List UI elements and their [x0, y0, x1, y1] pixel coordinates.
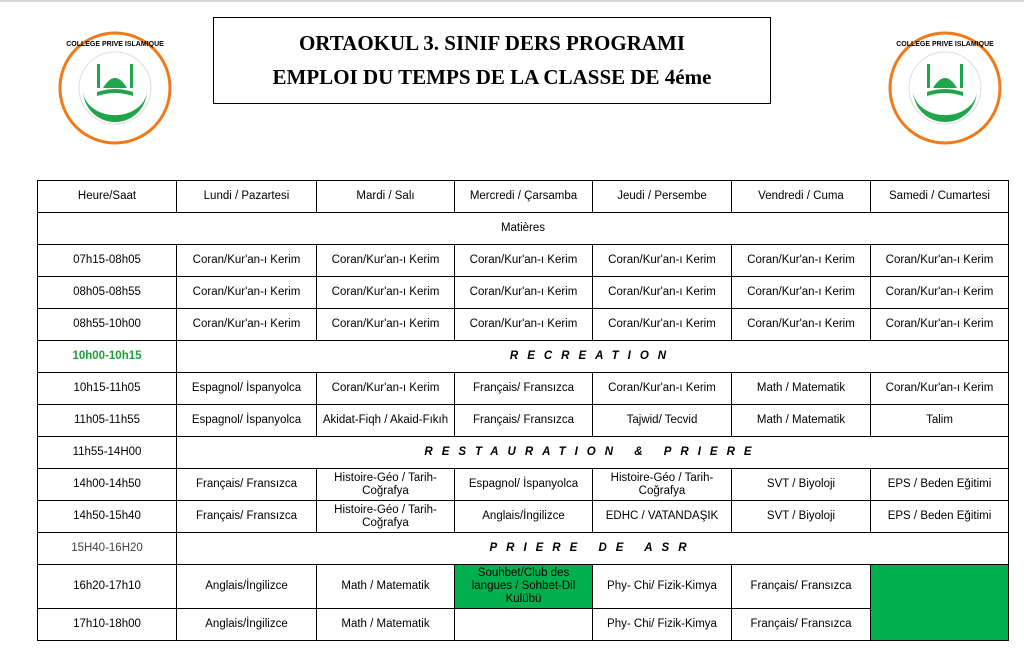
- time-slot: 08h05-08h55: [38, 277, 177, 309]
- subject-cell: Coran/Kur'an-ı Kerim: [455, 277, 593, 309]
- subject-cell: Coran/Kur'an-ı Kerim: [177, 277, 317, 309]
- table-row: [38, 309, 1009, 341]
- subject-cell: Coran/Kur'an-ı Kerim: [593, 309, 732, 341]
- time-slot: 11h55-14H00: [38, 437, 177, 469]
- subject-cell: Anglais/İngilizce: [455, 501, 593, 533]
- subject-cell: SVT / Biyoloji: [732, 501, 871, 533]
- time-slot: 10h15-11h05: [38, 373, 177, 405]
- subject-cell: Anglais/İngilizce: [177, 565, 317, 609]
- subject-cell: Coran/Kur'an-ı Kerim: [593, 373, 732, 405]
- subject-cell: Histoire-Géo / Tarih-Coğrafya: [317, 501, 455, 533]
- subject-cell: Talim: [871, 405, 1009, 437]
- time-slot: 16h20-17h10: [38, 565, 177, 609]
- school-logo-right: [887, 30, 1003, 146]
- time-slot: 14h50-15h40: [38, 501, 177, 533]
- subheader-matieres: Matières: [38, 213, 1009, 245]
- break-row: [38, 437, 1009, 469]
- subject-cell: Coran/Kur'an-ı Kerim: [871, 309, 1009, 341]
- subject-cell: Coran/Kur'an-ı Kerim: [455, 245, 593, 277]
- subject-cell: Espagnol/ İspanyolca: [455, 469, 593, 501]
- title-line-1: ORTAOKUL 3. SINIF DERS PROGRAMI: [298, 31, 686, 55]
- title-box: [213, 17, 771, 104]
- subject-cell: Coran/Kur'an-ı Kerim: [317, 373, 455, 405]
- time-slot: 15H40-16H20: [38, 533, 177, 565]
- break-label: RECREATION: [177, 341, 1009, 373]
- subject-cell: Coran/Kur'an-ı Kerim: [732, 277, 871, 309]
- table-row: [38, 609, 1009, 641]
- time-slot: 10h00-10h15: [38, 341, 177, 373]
- subject-cell: Coran/Kur'an-ı Kerim: [871, 373, 1009, 405]
- timetable: [37, 180, 1009, 641]
- subject-cell: Coran/Kur'an-ı Kerim: [317, 245, 455, 277]
- column-header: Vendredi / Cuma: [732, 181, 871, 213]
- subject-cell: Français/ Fransızca: [177, 469, 317, 501]
- subject-cell: Espagnol/ İspanyolca: [177, 373, 317, 405]
- subject-cell: Français/ Fransızca: [177, 501, 317, 533]
- time-slot: 11h05-11h55: [38, 405, 177, 437]
- table-row: [38, 469, 1009, 501]
- subject-cell: Math / Matematik: [732, 373, 871, 405]
- table-row: [38, 245, 1009, 277]
- column-header: Jeudi / Persembe: [593, 181, 732, 213]
- title-line-2: EMPLOI DU TEMPS DE LA CLASSE DE 4éme: [272, 65, 712, 89]
- column-header: Mercredi / Çarsamba: [455, 181, 593, 213]
- header-row: [38, 181, 1009, 213]
- subject-cell: Coran/Kur'an-ı Kerim: [732, 245, 871, 277]
- subject-cell: Coran/Kur'an-ı Kerim: [317, 309, 455, 341]
- subject-cell: EPS / Beden Eğitimi: [871, 501, 1009, 533]
- table-row: [38, 405, 1009, 437]
- table-row: [38, 565, 1009, 609]
- subject-cell: Math / Matematik: [317, 565, 455, 609]
- column-header: Samedi / Cumartesi: [871, 181, 1009, 213]
- break-label: RESTAURATION & PRIERE: [177, 437, 1009, 469]
- column-header: Mardi / Salı: [317, 181, 455, 213]
- subject-cell: Coran/Kur'an-ı Kerim: [593, 245, 732, 277]
- subject-cell: SVT / Biyoloji: [732, 469, 871, 501]
- subject-cell: Souhbet/Club des langues / Sohbet-Dil Kulübü: [455, 565, 593, 609]
- subheader-row: [38, 213, 1009, 245]
- svg-text:COLLEGE PRIVE ISLAMIQUE: COLLEGE PRIVE ISLAMIQUE: [66, 41, 164, 48]
- subject-cell: Coran/Kur'an-ı Kerim: [177, 309, 317, 341]
- table-row: [38, 373, 1009, 405]
- subject-cell: Coran/Kur'an-ı Kerim: [317, 277, 455, 309]
- table-row: [38, 277, 1009, 309]
- subject-cell: Français/ Fransızca: [455, 373, 593, 405]
- subject-cell: EPS / Beden Eğitimi: [871, 469, 1009, 501]
- subject-cell: [455, 609, 593, 641]
- subject-cell: Coran/Kur'an-ı Kerim: [871, 245, 1009, 277]
- subject-cell: Coran/Kur'an-ı Kerim: [732, 309, 871, 341]
- time-slot: 17h10-18h00: [38, 609, 177, 641]
- subject-cell: Anglais/İngilizce: [177, 609, 317, 641]
- break-row: [38, 533, 1009, 565]
- column-header: Heure/Saat: [38, 181, 177, 213]
- subject-cell: EDHC / VATANDAŞIK: [593, 501, 732, 533]
- time-slot: 08h55-10h00: [38, 309, 177, 341]
- page-top-border: [0, 0, 1024, 2]
- subject-cell: Math / Matematik: [317, 609, 455, 641]
- time-slot: 07h15-08h05: [38, 245, 177, 277]
- subject-cell: Histoire-Géo / Tarih-Coğrafya: [593, 469, 732, 501]
- subject-cell: Français/ Fransızca: [732, 609, 871, 641]
- subject-cell: Phy- Chi/ Fizik-Kimya: [593, 609, 732, 641]
- subject-cell: Phy- Chi/ Fizik-Kimya: [593, 565, 732, 609]
- subject-cell: Math / Matematik: [732, 405, 871, 437]
- table-row: [38, 501, 1009, 533]
- subject-cell: Akidat-Fiqh / Akaid-Fıkıh: [317, 405, 455, 437]
- break-label: PRIERE DE ASR: [177, 533, 1009, 565]
- break-row: [38, 341, 1009, 373]
- school-logo-left: [57, 30, 173, 146]
- subject-cell: Tajwid/ Tecvid: [593, 405, 732, 437]
- subject-cell: Français/ Fransızca: [732, 565, 871, 609]
- subject-cell: Histoire-Géo / Tarih-Coğrafya: [317, 469, 455, 501]
- time-slot: 14h00-14h50: [38, 469, 177, 501]
- svg-text:COLLEGE PRIVE ISLAMIQUE: COLLEGE PRIVE ISLAMIQUE: [896, 41, 994, 48]
- subject-cell: Coran/Kur'an-ı Kerim: [455, 309, 593, 341]
- subject-cell: Français/ Fransızca: [455, 405, 593, 437]
- subject-cell: Espagnol/ İspanyolca: [177, 405, 317, 437]
- subject-cell: Coran/Kur'an-ı Kerim: [177, 245, 317, 277]
- subject-cell: Coran/Kur'an-ı Kerim: [593, 277, 732, 309]
- empty-highlight-cell: [871, 565, 1009, 641]
- column-header: Lundi / Pazartesi: [177, 181, 317, 213]
- subject-cell: Coran/Kur'an-ı Kerim: [871, 277, 1009, 309]
